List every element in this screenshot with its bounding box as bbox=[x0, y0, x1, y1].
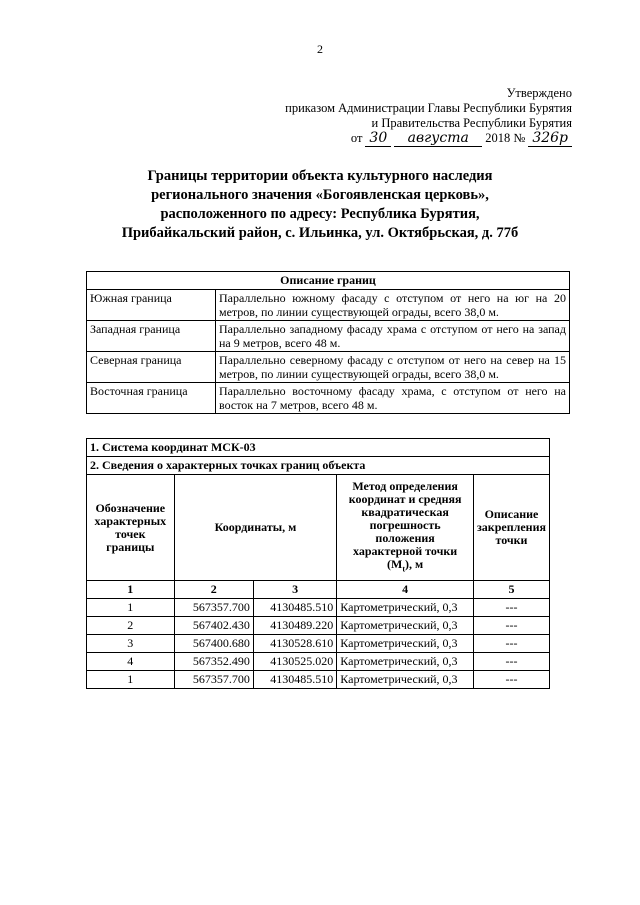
table-row bbox=[87, 599, 550, 617]
column-number: 5 bbox=[473, 581, 549, 599]
title-line-4: Прибайкальский район, с. Ильинка, ул. Октябрьская, д. 77б bbox=[121, 225, 519, 241]
coordinate-system: 1. Система координат МСК-03 bbox=[87, 439, 550, 457]
boundary-name: Восточная граница bbox=[87, 383, 216, 414]
point-y: 4130528.610 bbox=[253, 635, 336, 653]
boundary-description: Параллельно южному фасаду с отступом от него на юг на 20 метров, по линии существующей ограды, всего 38,0 м. bbox=[216, 290, 570, 321]
header-designation: Обозначение характерных точек границы bbox=[87, 475, 175, 581]
coordinates-table bbox=[86, 438, 550, 689]
approval-line-3: и Правительства Республики Бурятия bbox=[371, 116, 572, 130]
page-number: 2 bbox=[317, 42, 323, 56]
point-fixing: --- bbox=[473, 617, 549, 635]
point-id: 3 bbox=[87, 635, 175, 653]
point-x: 567352.490 bbox=[174, 653, 253, 671]
boundary-description: Параллельно северному фасаду с отступом от него на север на 15 метров, по линии существующей ограды, всего 38,0 м. bbox=[216, 352, 570, 383]
header-fixing: Описание закрепления точки bbox=[473, 475, 549, 581]
point-fixing: --- bbox=[473, 653, 549, 671]
points-info-heading: 2. Сведения о характерных точках границ объекта bbox=[87, 457, 550, 475]
point-fixing: --- bbox=[473, 635, 549, 653]
header-coordinates: Координаты, м bbox=[174, 475, 337, 581]
point-id: 4 bbox=[87, 653, 175, 671]
point-y: 4130525.020 bbox=[253, 653, 336, 671]
point-method: Картометрический, 0,3 bbox=[337, 671, 474, 689]
point-x: 567357.700 bbox=[174, 599, 253, 617]
table-row bbox=[87, 635, 550, 653]
boundary-name: Южная граница bbox=[87, 290, 216, 321]
handwritten-day: 30 bbox=[365, 131, 391, 147]
table-row bbox=[87, 617, 550, 635]
approval-line-2: приказом Администрации Главы Республики Бурятия bbox=[285, 101, 572, 115]
point-y: 4130485.510 bbox=[253, 599, 336, 617]
header-method-unit: ), м bbox=[405, 556, 424, 571]
date-year: 2018 № bbox=[485, 131, 526, 145]
title-line-3: расположенного по адресу: Республика Бурятия, bbox=[160, 206, 480, 222]
approval-line-1: Утверждено bbox=[506, 86, 572, 100]
point-id: 1 bbox=[87, 671, 175, 689]
column-number: 1 bbox=[87, 581, 175, 599]
title-line-1: Границы территории объекта культурного наследия bbox=[147, 168, 493, 184]
point-method: Картометрический, 0,3 bbox=[337, 617, 474, 635]
table-row bbox=[87, 321, 570, 352]
approval-block bbox=[285, 86, 572, 147]
table-row bbox=[87, 653, 550, 671]
handwritten-number: 326р bbox=[528, 131, 572, 147]
point-method: Картометрический, 0,3 bbox=[337, 635, 474, 653]
point-x: 567400.680 bbox=[174, 635, 253, 653]
header-method bbox=[337, 475, 474, 581]
point-y: 4130485.510 bbox=[253, 671, 336, 689]
boundary-description: Параллельно восточному фасаду храма, с отступом от него на восток на 7 метров, всего 48 м. bbox=[216, 383, 570, 414]
point-method: Картометрический, 0,3 bbox=[337, 599, 474, 617]
boundary-name: Западная граница bbox=[87, 321, 216, 352]
table-row bbox=[87, 352, 570, 383]
header-method-text: Метод определения координат и средняя квадратическая погрешность положения характерной точки (M bbox=[348, 478, 462, 571]
boundaries-header: Описание границ bbox=[87, 272, 570, 290]
column-number: 4 bbox=[337, 581, 474, 599]
handwritten-month: августа bbox=[394, 131, 482, 147]
column-number: 3 bbox=[253, 581, 336, 599]
point-y: 4130489.220 bbox=[253, 617, 336, 635]
table-row bbox=[87, 671, 550, 689]
point-id: 2 bbox=[87, 617, 175, 635]
date-prefix: от bbox=[350, 131, 363, 145]
boundary-description: Параллельно западному фасаду храма с отступом от него на запад на 9 метров, всего 48 м. bbox=[216, 321, 570, 352]
point-x: 567402.430 bbox=[174, 617, 253, 635]
table-row bbox=[87, 290, 570, 321]
approval-date-line bbox=[285, 131, 572, 147]
title-line-2: регионального значения «Богоявленская церковь», bbox=[151, 187, 489, 203]
point-x: 567357.700 bbox=[174, 671, 253, 689]
point-method: Картометрический, 0,3 bbox=[337, 653, 474, 671]
boundary-name: Северная граница bbox=[87, 352, 216, 383]
point-id: 1 bbox=[87, 599, 175, 617]
table-row bbox=[87, 383, 570, 414]
point-fixing: --- bbox=[473, 599, 549, 617]
column-number: 2 bbox=[174, 581, 253, 599]
header-method-subscript: t bbox=[402, 564, 406, 574]
point-fixing: --- bbox=[473, 671, 549, 689]
document-title bbox=[0, 167, 640, 243]
boundaries-table bbox=[86, 271, 570, 414]
